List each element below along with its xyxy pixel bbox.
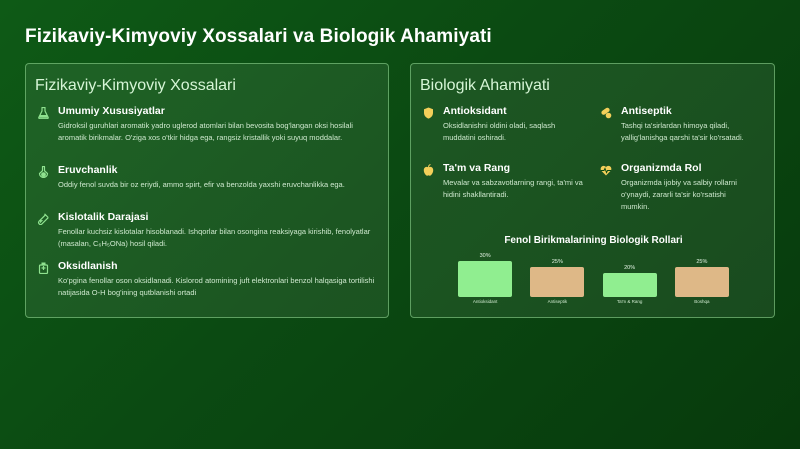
- item-description: Ko'pgina fenollar oson oksidlanadi. Kislorod atomining juft elektronlari benzol halqasiga tortilishi natijasida O-H bog'ining qutblanishi ortadi: [58, 276, 375, 297]
- item-title: Eruvchanlik: [58, 164, 118, 176]
- bar: [603, 273, 657, 297]
- bar: [458, 261, 512, 297]
- page-title: Fizikaviy-Kimyoviy Xossalari va Biologik Ahamiyati: [25, 26, 492, 47]
- bar-value-label: 25%: [696, 259, 708, 265]
- item-description: Oksidlanishni oldini oladi, saqlash muddatini oshiradi.: [443, 121, 556, 142]
- biological-panel-title: Biologik Ahamiyati: [420, 77, 550, 94]
- test-tube-icon: [36, 212, 50, 226]
- bar-chart: [411, 249, 776, 314]
- item-title: Umumiy Xususiyatlar: [58, 105, 165, 117]
- properties-panel: [25, 63, 389, 318]
- heartbeat-icon: [599, 163, 613, 177]
- pills-icon: [599, 106, 613, 120]
- bar: [675, 267, 729, 297]
- bar-value-label: 20%: [624, 265, 636, 271]
- item-title: Organizmda Rol: [621, 162, 702, 174]
- item-title: Antioksidant: [443, 105, 507, 117]
- item-title: Kislotalik Darajasi: [58, 211, 149, 223]
- bar-category-label: Boshqa: [694, 299, 710, 304]
- item-description: Organizmda ijobiy va salbiy rollarni o'ynaydi, zararli ta'sir ko'rsatishi mumkin.: [621, 178, 737, 211]
- item-description: Tashqi ta'sirlardan himoya qiladi, yallig'lanishga qarshi ta'sir ko'rsatadi.: [621, 121, 744, 142]
- bar-value-label: 25%: [551, 259, 563, 265]
- apple-icon: [421, 163, 435, 177]
- bar-category-label: Antiseptik: [547, 299, 568, 304]
- bottle-icon: [36, 261, 50, 275]
- item-title: Oksidlanish: [58, 260, 118, 272]
- item-description: Gidroksil guruhlari aromatik yadro uglerod atomlari bilan bevosita bog'langan oksi hosilali aromatik birikmalar. O'ziga xos o'tkir hidga ega, rangsiz kristallik yoki suyuq moddalar.: [58, 121, 353, 142]
- flask-icon: [36, 106, 50, 120]
- bar-value-label: 30%: [479, 253, 491, 259]
- item-description: Fenollar kuchsiz kislotalar hisoblanadi. Ishqorlar bilan osongina reaksiyaga kirishib, fenolyatlar (masalan, C₆H₅ONa) hosil qiladi.: [58, 227, 371, 248]
- properties-panel-title: Fizikaviy-Kimyoviy Xossalari: [35, 77, 236, 94]
- biological-panel: [410, 63, 775, 318]
- bar-category-label: Antioksidant: [472, 299, 498, 304]
- item-description: Mevalar va sabzavotlarning rangi, ta'mi va hidini shakllantiradi.: [443, 178, 583, 199]
- item-title: Ta'm va Rang: [443, 162, 511, 174]
- bar: [530, 267, 584, 297]
- chart-title: Fenol Birikmalarining Biologik Rollari: [504, 235, 683, 246]
- drop-flask-icon: [36, 165, 50, 179]
- shield-icon: [421, 106, 435, 120]
- bar-category-label: Ta'm & Rang: [616, 299, 643, 304]
- item-description: Oddiy fenol suvda bir oz eriydi, ammo spirt, efir va benzolda yaxshi eruvchanlikka ega.: [58, 180, 345, 189]
- item-title: Antiseptik: [621, 105, 672, 117]
